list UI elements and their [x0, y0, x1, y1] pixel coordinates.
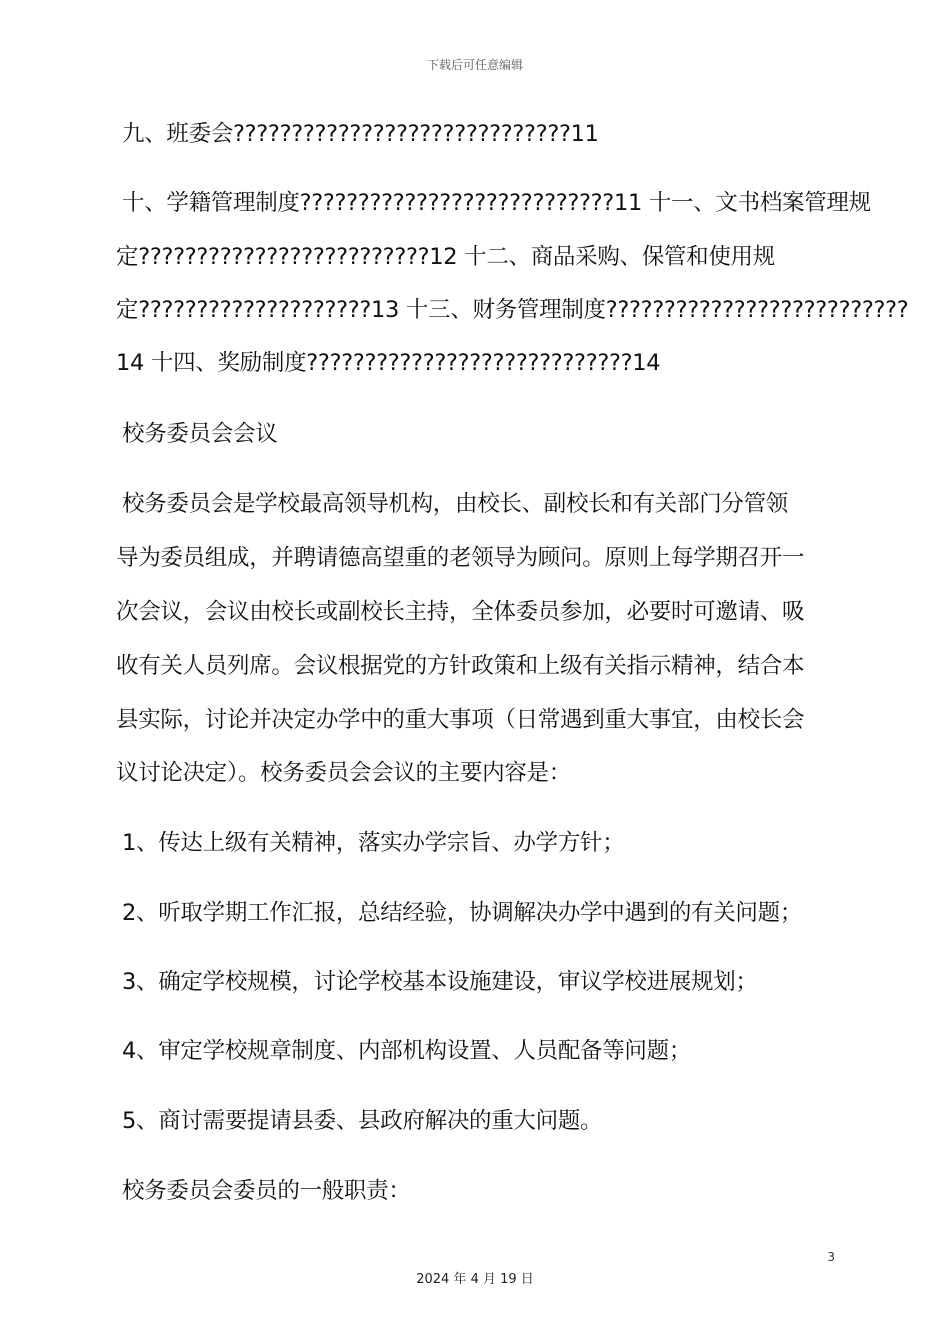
toc-line: 九、班委会?????????????????????????????11: [122, 121, 599, 147]
toc-line: 14 十四、奖励制度????????????????????????????14: [116, 350, 661, 376]
page-header: 下载后可任意编辑: [426, 58, 523, 72]
list-item: 1、传达上级有关精神，落实办学宗旨、办学方针；: [122, 830, 625, 856]
list-item: 4、审定学校规章制度、内部机构设置、人员配备等问题；: [122, 1038, 692, 1064]
page-number: 3: [827, 1250, 835, 1264]
list-item: 2、听取学期工作汇报，总结经验，协调解决办学中遇到的有关问题；: [122, 900, 803, 926]
paragraph-line: 导为委员组成，并聘请德高望重的老领导为顾问。原则上每学期召开一: [116, 545, 805, 571]
toc-line: 十、学籍管理制度???????????????????????????11 十一、文书档案管理规: [122, 190, 871, 216]
list-item: 3、确定学校规模，讨论学校基本设施建设，审议学校进展规划；: [122, 969, 758, 995]
section-title: 校务委员会委员的一般职责：: [122, 1178, 411, 1204]
section-title: 校务委员会会议: [122, 421, 278, 447]
footer-date: 2024 年 4 月 19 日: [416, 1272, 534, 1287]
paragraph-line: 收有关人员列席。会议根据党的方针政策和上级有关指示精神，结合本: [116, 653, 805, 679]
paragraph-line: 次会议，会议由校长或副校长主持，全体委员参加，必要时可邀请、吸: [116, 599, 805, 625]
list-item: 5、商讨需要提请县委、县政府解决的重大问题。: [122, 1108, 603, 1134]
paragraph-line: 校务委员会是学校最高领导机构，由校长、副校长和有关部门分管领: [122, 491, 789, 517]
paragraph-line: 议讨论决定）。校务委员会会议的主要内容是：: [116, 760, 571, 786]
paragraph-line: 县实际，讨论并决定办学中的重大事项（日常遇到重大事宜，由校长会: [116, 707, 805, 733]
toc-line: 定?????????????????????????12 十二、商品采购、保管和使用规: [116, 244, 775, 270]
toc-line: 定????????????????????13 十三、财务管理制度??????????????????????????: [116, 297, 909, 323]
